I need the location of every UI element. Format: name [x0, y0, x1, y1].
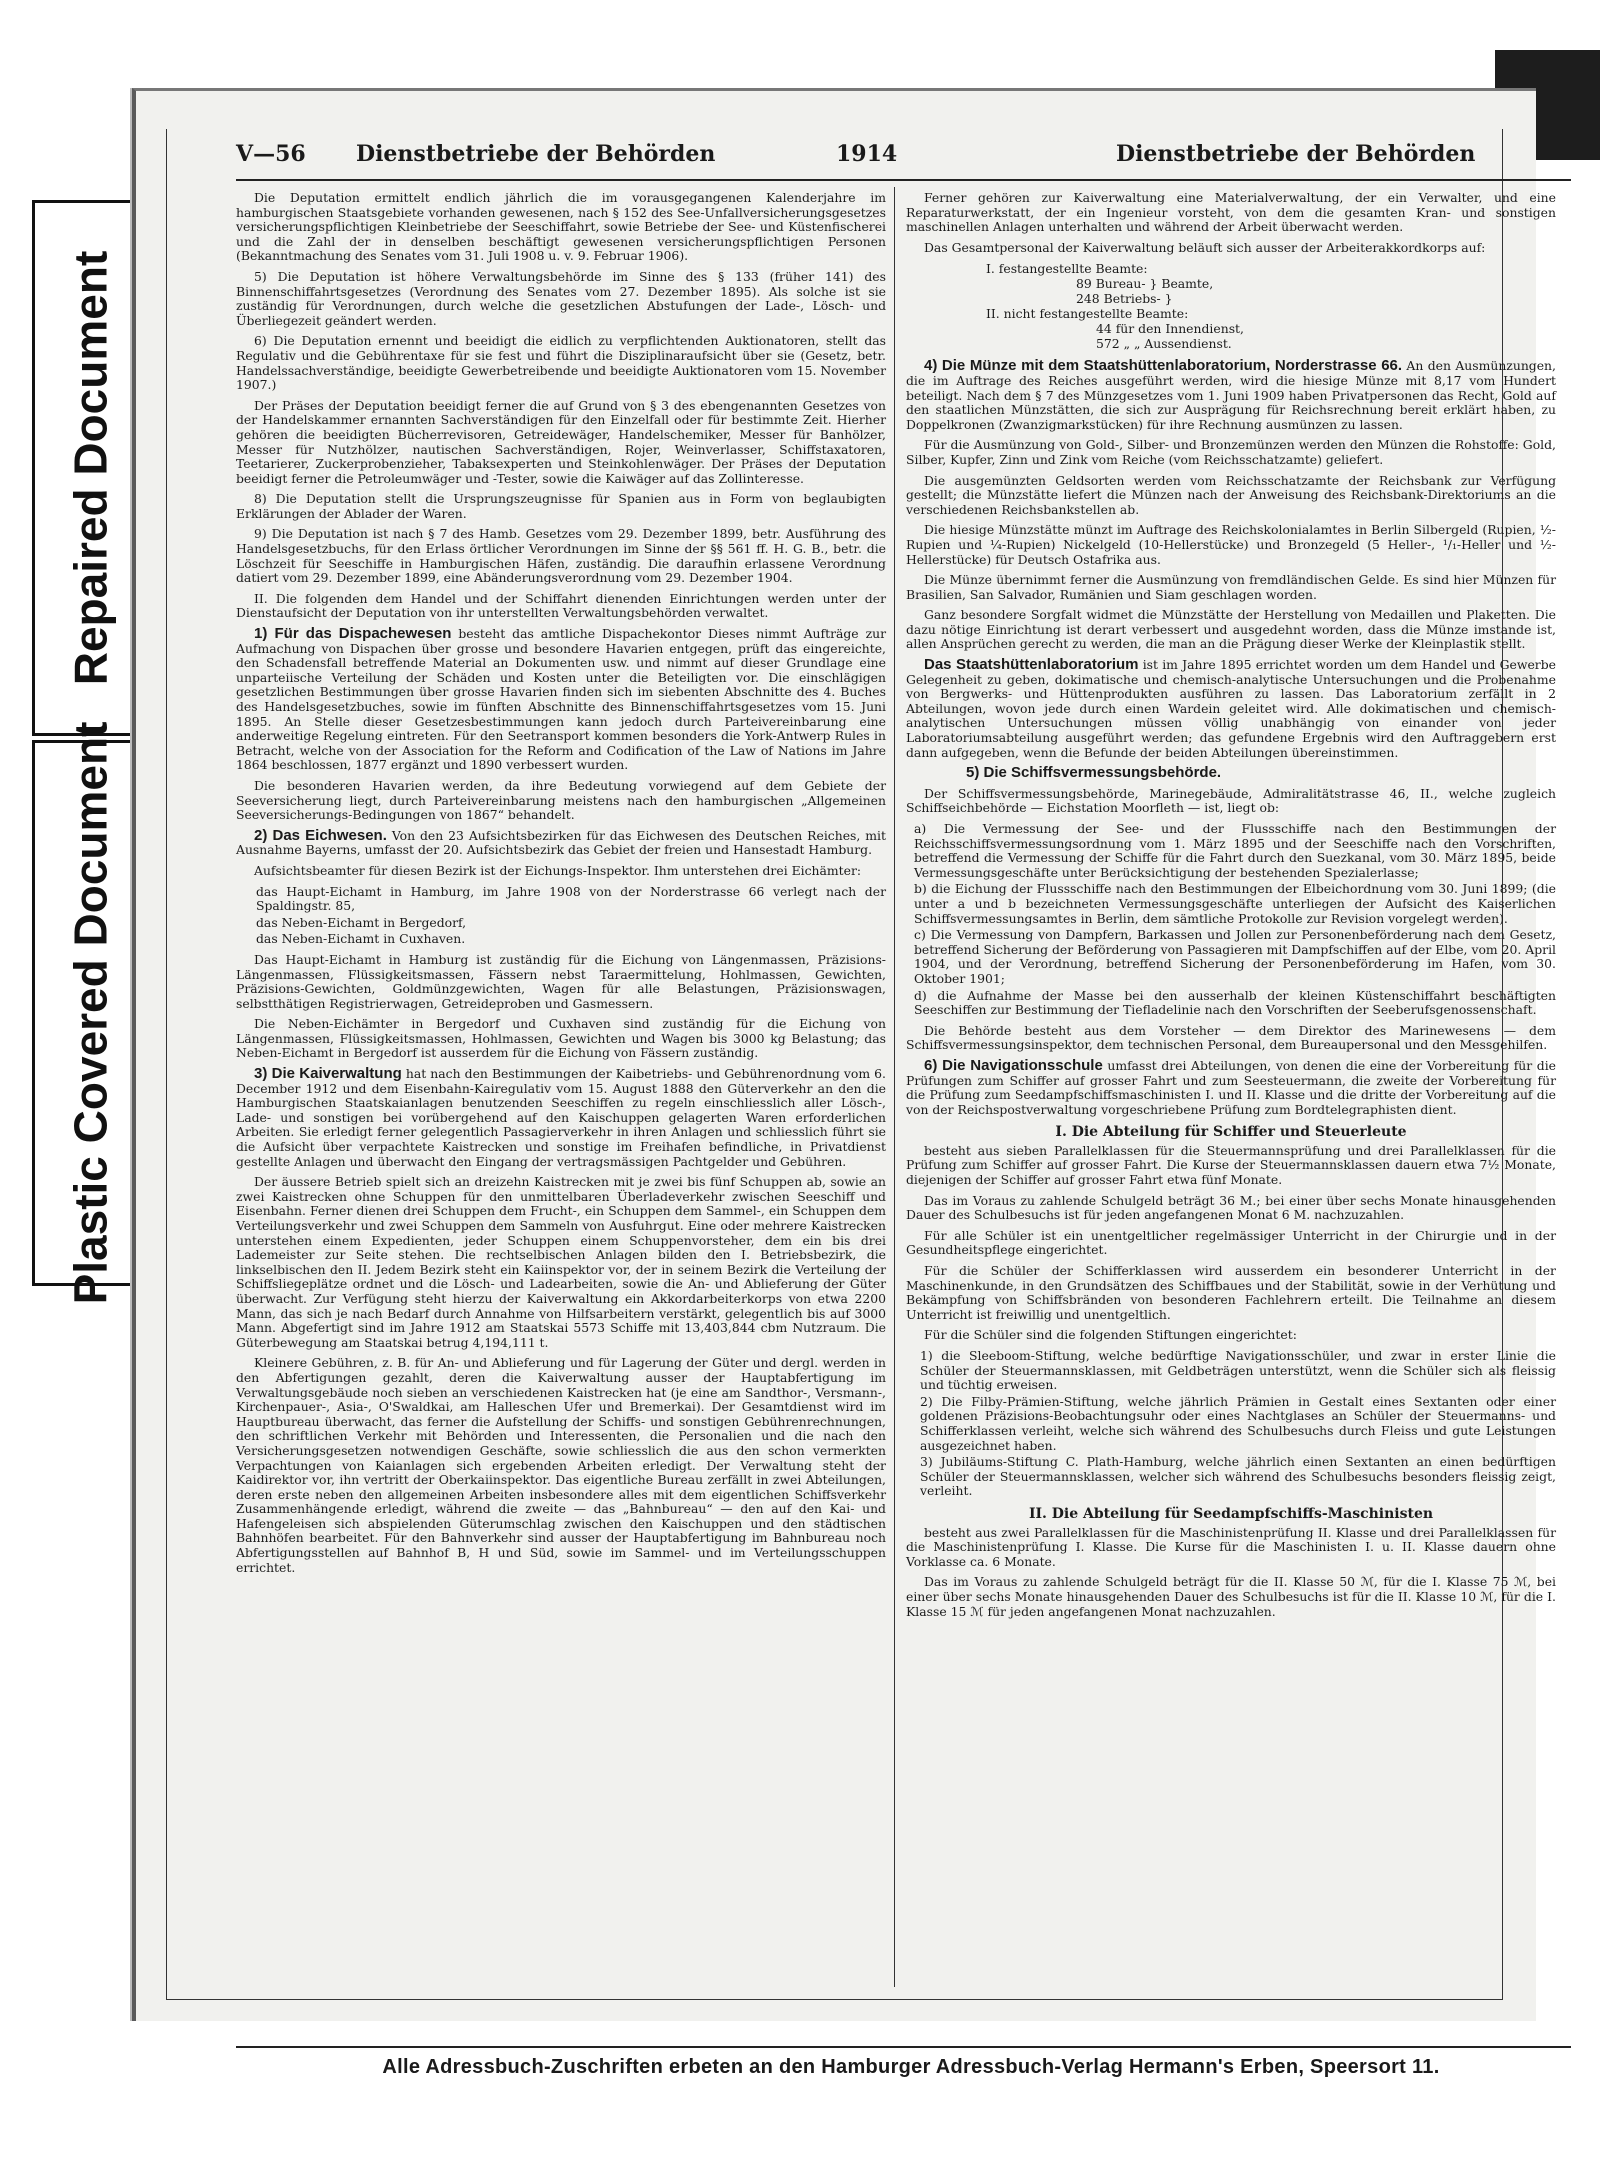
- paragraph: Für die Ausmünzung von Gold-, Silber- und Bronzemünzen werden den Münzen die Rohstoffe: Gold, Silber, Kupfer, Zinn und Zink vom Reiche (vom Reichsschatzamte) geliefert.: [906, 437, 1556, 467]
- paragraph: 5) Die Deputation ist höhere Verwaltungsbehörde im Sinne des § 133 (früher 141) des Binnenschiffahrtsgesetzes (Verordnung des Senates vom 27. Dezember 1895). Als solche ist sie zuständig für Verordnungen, durch welche die gesetzlichen Abstufungen der Lade-, Lösch- und Überliegezeit geändert werden.: [236, 268, 886, 328]
- repaired-label-text: Repaired Document: [64, 250, 116, 686]
- paragraph: besteht aus sieben Parallelklassen für die Steuermannsprüfung und drei Parallelklassen für die Prüfung zum Schiffer auf grosser Fahrt. Die Kurse der Steuermannsklassen dauern etwa 7½ Monate, diejenigen der Schiffer auf grosser Fahrt etwa fünf Monate.: [906, 1142, 1556, 1188]
- subsection-heading: II. Die Abteilung für Seedampfschiffs-Maschinisten: [1028, 1505, 1434, 1522]
- paragraph: Das Gesamtpersonal der Kaiverwaltung beläuft sich ausser der Arbeiterakkordkorps auf:: [924, 239, 1486, 255]
- section-title: 5) Die Schiffsvermessungsbehörde.: [966, 764, 1222, 782]
- paragraph: Aufsichtsbeamter für diesen Bezirk ist der Eichungs-Inspektor. Ihm unterstehen drei Eichämter:: [254, 862, 862, 878]
- list-item: c) Die Vermessung von Dampfern, Barkassen und Jollen zur Personenbeförderung nach dem Gesetz, betreffend Sicherung der Beförderung von Passagieren mit Dampfschiffen auf der Elbe, vom 20. April 1904, und der Verordnung, betreffend Sicherung der Personenbeförderung im Hafen, vom 30. Oktober 1901;: [914, 927, 1556, 986]
- list-item: das Haupt-Eichamt in Hamburg, im Jahre 1908 von der Norderstrasse 66 verlegt nach der Spaldingstr. 85,: [256, 883, 886, 914]
- paragraph: Die Behörde besteht aus dem Vorsteher — dem Direktor des Marinewesens — dem Schiffsvermessungsinspektor, dem technischen Personal, dem Bureaupersonal und den Messgehilfen.: [906, 1022, 1556, 1053]
- paragraph: Der äussere Betrieb spielt sich an dreizehn Kaistrecken mit je zwei bis fünf Schuppen ab, sowie an zwei Kaistrecken ohne Schuppen für den unmittelbaren Überladeverkehr zwischen Seeschiff und Eisenbahn. Ferner dienen drei Schuppen dem Frucht-, ein Schuppen dem Sammel-, ein Schuppen dem Verteilungsverkehr und zwei Schuppen dem Sammeln von Ausfuhrgut. Eine oder mehrere Kaistrecken unterstehen einem Expedienten, jeder Schuppen einem Schuppenvorsteher, dem ein bis drei Lademeister zur Seite stehen. Die rechtselbischen Anlagen bilden den I. Betriebsbezirk, die linkselbischen den II. Jedem Bezirk steht ein Kaiinspektor vor, der in seinem Bezirk die Verteilung der Schiffsliegeplätze ordnet und die Lösch- und Ladearbeiten, sowie die An- und Ablieferung der Güter überwacht. Zur Verfügung steht hierzu der Kaiverwaltung ein Akkordarbeiterkorps von etwa 2200 Mann, das sich je nach Bedarf durch Annahme von Hilfsarbeitern verstärkt, gelegentlich bis auf 3000 Mann. Abgefertigt sind im Jahre 1912 am Staatskai 5573 Schiffe mit 13,403,844 cbm Nutzraum. Die Güterbewegung am Staatskai betrug 4,194,111 t.: [236, 1174, 886, 1350]
- plastic-covered-label: [32, 721, 148, 1305]
- section-title: 1) Für das Dispachewesen: [254, 625, 452, 643]
- section-dispachewesen: [236, 627, 886, 773]
- paragraph: Das Haupt-Eichamt in Hamburg ist zuständig für die Eichung von Längenmassen, Präzisions-Längenmassen, Flüssigkeitsmassen, Fässern nebst Taraermittelung, Hohlmassen, Gewichten, Präzisions-Gewichten, Goldmünzgewichten, Wagen für alle Belastungen, Präzisionswagen, selbstthätigen Registrierwagen, Getreideproben und Gasmessern.: [236, 951, 886, 1011]
- paragraph: 9) Die Deputation ist nach § 7 des Hamb. Gesetzes vom 29. Dezember 1899, betr. Ausführung des Handelsgesetzbuchs, für den Erlass örtlicher Verordnungen im Sinne der §§ 561 ff. H. G. B., betr. die Löschzeit für Seeschiffe in Hamburgischen Häfen, zuständig. Die daraufhin erlassene Verordnung datiert vom 29. Dezember 1899, eine Abänderungsverordnung vom 29. Dezember 1904.: [236, 526, 886, 586]
- left-column: [236, 191, 886, 1581]
- paragraph: 8) Die Deputation stellt die Ursprungszeugnisse für Spanien aus in Form von beglaubigten Erklärungen der Ablader der Waren.: [236, 491, 886, 521]
- list-item: 1) die Sleeboom-Stiftung, welche bedürftige Navigationsschüler, und zwar in erster Linie die Schüler der Steuermannsklassen, mit Geldbeträgen unterstützt, wenn die Schüler sich als fleissig und tüchtig erweisen.: [920, 1348, 1556, 1393]
- section-title: 2) Das Eichwesen.: [254, 826, 387, 844]
- list-item: das Neben-Eichamt in Cuxhaven.: [256, 931, 466, 947]
- paragraph: Das im Voraus zu zahlende Schulgeld beträgt 36 M.; bei einer über sechs Monate hinausgehenden Dauer des Schulbesuchs ist für jeden angefangenen Monat 6 M. nachzuzahlen.: [906, 1192, 1556, 1223]
- section-text: An den Ausmünzungen, die im Auftrage des Reiches ausgeführt werden, wird die hiesige Münze mit 8,17 vom Hundert beteiligt. Nach dem § 7 des Münzgesetzes vom 1. Juni 1909 haben Privatpersonen das Recht, Gold auf den staatlichen Münzstätten, die sich zur Ausprägung für Reichsrechnung bereit erklärt haben, zu Doppelkronen (Zwanzigmarkstücken) für ihre Rechnung ausmünzen zu lassen.: [906, 358, 1556, 432]
- paragraph: besteht aus zwei Parallelklassen für die Maschinistenprüfung II. Klasse und drei Parallelklassen für die Maschinistenprüfung I. Klasse. Die Kurse für die Maschinisten I. u. II. Klasse dauern ohne Vorklasse ca. 6 Monate.: [906, 1524, 1556, 1569]
- section-heading: [906, 766, 1556, 781]
- section-title: 3) Die Kaiverwaltung: [254, 1065, 402, 1083]
- section-text: umfasst drei Abteilungen, von denen die eine der Vorbereitung für die Prüfungen zum Schiffer auf grosser Fahrt und zum Seesteuermann, die zweite der Vorbereitung für die Prüfung zum Seedampfschiffsmaschinisten I. und II. Klasse und die dritte der Vorbereitung auf die von der Reichspostverwaltung vorgeschriebene Prüfung zum Bordtelegraphisten dient.: [906, 1057, 1556, 1117]
- eichamt-list: [256, 885, 886, 947]
- page-footer: Alle Adressbuch-Zuschriften erbeten an den Hamburger Adressbuch-Verlag Hermann's Erben, Speersort 11.: [382, 2056, 1440, 2078]
- header-left-title: Dienstbetriebe der Behörden: [356, 141, 716, 167]
- section-text: Von den 23 Aufsichtsbezirken für das Eichwesen des Deutschen Reiches, mit Ausnahme Bayerns, umfasst der 20. Aufsichtsbezirk das Gebiet der freien und Hansestadt Hamburg.: [236, 827, 886, 858]
- staff-line: 572 „ „ Aussendienst.: [1096, 336, 1232, 352]
- paragraph: Die Deputation ermittelt endlich jährlich die im vorausgegangenen Kalenderjahre im hamburgischen Staatsgebiete vorhanden gewesenen, nach § 152 des See-Unfallversicherungsgesetzes versicherungspflichtigen Kleinbetriebe der Seeschiffahrt, sowie Betriebe der See- und Küstenfischerei und die Zahl der in denselben beschäftigt gewesenen versicherungspflichtigen Personen (Bekanntmachung des Senates vom 31. Juli 1908 u. v. 9. Februar 1906).: [236, 190, 886, 264]
- list-item: 3) Jubiläums-Stiftung C. Plath-Hamburg, welche jährlich einen Sextanten an einen bedürftigen Schüler der Steuermannsklassen, welcher sich während des Schulbesuchs besonders fleissig zeigt, verleiht.: [920, 1454, 1556, 1499]
- paragraph: 6) Die Deputation ernennt und beeidigt die eidlich zu verpflichtenden Auktionatoren, stellt das Regulativ und die Gebührentaxe für sie fest und führt die Disziplinaraufsicht über sie (Gesetz, betr. Handelssachverständige, beeidigte Gewerbetreibende und beeidigte Auktionatoren vom 15. November 1907.): [236, 333, 886, 393]
- column-divider: [894, 187, 895, 1987]
- section-navigationsschule: [906, 1056, 1556, 1117]
- section-text: ist im Jahre 1895 errichtet worden um dem Handel und Gewerbe Gelegenheit zu geben, dokimatische und chemisch-analytische Untersuchungen und die Probenahme von Bergwerks- und Hüttenprodukten ausführen zu lassen. Das Laboratorium zerfällt in 2 Abteilungen, wovon jede durch einen Wardein geleitet wird. Alle dokimatischen und chemisch-analytischen Untersuchungen müssen völlig unabhängig von einander von jeder Laboratoriumsabteilung ausgeführt werden; das gefundene Ergebnis wird den Auftraggebern erst dann aufgegeben, wenn die Befunde der beiden Abteilungen übereinstimmen.: [906, 657, 1556, 760]
- paragraph: Die ausgemünzten Geldsorten werden vom Reichsschatzamte der Reichsbank zur Verfügung gestellt; die Münzstätte liefert die Münzen nach der Anweisung des Reichsbank-Direktoriums an die verschiedenen Reichsbankstellen ab.: [906, 472, 1556, 517]
- staff-line: II. nicht festangestellte Beamte:: [986, 306, 1189, 322]
- header-rule: [236, 179, 1571, 181]
- repaired-document-label: [32, 200, 148, 736]
- section-text: hat nach den Bestimmungen der Kaibetriebs- und Gebührenordnung vom 6. December 1912 und dem Eisenbahn-Kairegulativ vom 15. August 1888 den Güterverkehr an den die Hamburgischen Staatskaianlagen benutzenden Seeschiffen zu regeln einschliesslich aller Lösch-, Lade- und sonstigen bei vorübergehend auf den Kaischuppen gelagerten Waren erforderlichen Arbeiten. Sie erledigt ferner gelegentlich Passagierverkehr in ihren Anlagen und schliesslich führt sie die Aufsicht über verpachtete Kaistrecken und sonstige im Freihafen befindliche, in Privatdienst gestellte Anlagen und überwacht den Eingang der vertragsmässigen Pachtgelder und Gebühren.: [236, 1066, 886, 1169]
- header-right-title: Dienstbetriebe der Behörden: [1116, 141, 1476, 167]
- page-number: V—56: [236, 141, 306, 167]
- paragraph: Für die Schüler der Schifferklassen wird ausserdem ein besonderer Unterricht in der Maschinenkunde, in den Grundsätzen des Schiffbaues und der Stabilität, sowie in der Verhütung und Bekämpfung von Schiffsbränden von besonderen Fachlehrern erteilt. Die Teilnahme an diesem Unterricht ist freiwillig und unentgeltlich.: [906, 1263, 1556, 1322]
- paragraph: Für die Schüler sind die folgenden Stiftungen eingerichtet:: [924, 1327, 1297, 1343]
- stiftungen-list: [920, 1349, 1556, 1499]
- section-text: besteht das amtliche Dispachekontor Dieses nimmt Aufträge zur Aufmachung von Dispachen über grosse und besondere Havarien entgegen, prüft das eingereichte, den Schadensfall betreffende Material an Dokumenten usw. und nimmt auf dieser Grundlage eine unparteiische Verteilung der Schäden und Kosten unter die Beteiligten vor. Die einschlägigen gesetzlichen Bestimmungen über grosse Havarien finden sich im siebenten Abschnitte des 4. Buches des Handelsgesetzbuches, sowie im fünften Abschnitte des Binnenschiffahrtsgesetzes vom 15. Juni 1895. An Stelle dieser Gesetzesbestimmungen kann jedoch durch Parteivereinbarung eine anderweitige Regelung eintreten. Für den Seetransport kommen besonders die York-Antwerp Rules in Betracht, welche von der Association for the Reform and Codification of the Law of Nations im Jahre 1864 beschlossen, 1877 ergänzt und 1890 verbessert wurden.: [236, 626, 886, 773]
- section-laboratorium: [906, 658, 1556, 760]
- list-item: 2) Die Filby-Prämien-Stiftung, welche jährlich Prämien in Gestalt eines Sextanten oder einer goldenen Präzisions-Beobachtungsuhr oder eines Nachtglases an Schüler der Steuermanns- und Schifferklassen verleiht, welche sich während des Schulbesuchs durch Fleiss und gute Leistungen ausgezeichnet haben.: [920, 1393, 1556, 1453]
- list-item: d) die Aufnahme der Masse bei den ausserhalb der kleinen Küstenschiffahrt beschäftigten Seeschiffen zur Bestimmung der Tiefladelinie nach den Vorschriften der Seeberufsgenossenschaft.: [914, 987, 1556, 1018]
- section-kaiverwaltung: [236, 1067, 886, 1169]
- section-title: Das Staatshüttenlaboratorium: [924, 656, 1139, 674]
- staff-line: 44 für den Innendienst,: [1096, 321, 1244, 337]
- paragraph: Die besonderen Havarien werden, da ihre Bedeutung vorwiegend auf dem Gebiete der Seeversicherung liegt, durch Parteivereinbarung meistens nach den hamburgischen „Allgemeinen Seeversicherungs-Bedingungen von 1867“ behandelt.: [236, 777, 886, 823]
- paragraph: Ganz besondere Sorgfalt widmet die Münzstätte der Herstellung von Medaillen und Plaketten. Die dazu nötige Einrichtung ist derart verbessert und ausgedehnt worden, dass die Münze imstande ist, allen Ansprüchen gerecht zu werden, die man an die Prägung dieser Werke der Kleinplastik stellt.: [906, 607, 1556, 652]
- paragraph: Das im Voraus zu zahlende Schulgeld beträgt für die II. Klasse 50 ℳ, für die I. Klasse 75 ℳ, bei einer über sechs Monate hinausgehenden Dauer des Schulbesuchs ist für die II. Klasse 10 ℳ, für die I. Klasse 15 ℳ für jeden angefangenen Monat nachzuzahlen.: [906, 1574, 1556, 1619]
- section-title: 4) Die Münze mit dem Staatshüttenlaboratorium, Norderstrasse 66.: [924, 357, 1403, 375]
- subsection-heading: I. Die Abteilung für Schiffer und Steuerleute: [1055, 1124, 1407, 1141]
- page-header: [236, 141, 1571, 181]
- paragraph: Der Präses der Deputation beeidigt ferner die auf Grund von § 3 des ebengenannten Gesetzes von der Handelskammer ernannten Sachverständigen für den Einzelfall oder für bestimmte Zeit. Hierher gehören die beeidigten Bücherrevisoren, Getreidewäger, Handelschemiker, Messer für Banhölzer, Messer für Nutzhölzer, nautischen Sachverständigen, Rojer, Weinverlasser, Schiffstaxatoren, Teetarierer, Zuckerprobenzieher, Tabaksexperten und Steinkohlenwäger. Der Präses der Deputation beeidigt ferner die Petroleumwäger und -Tester, sowie die Kaiwäger auf das Zollinteresse.: [236, 397, 886, 486]
- footer-rule: [236, 2046, 1571, 2048]
- right-column: [906, 191, 1556, 1625]
- staff-list: [986, 261, 1556, 351]
- paragraph: Für alle Schüler ist ein unentgeltlicher regelmässiger Unterricht in der Chirurgie und in der Gesundheitspflege eingerichtet.: [906, 1227, 1556, 1258]
- paragraph: Die Münze übernimmt ferner die Ausmünzung von fremdländischen Gelde. Es sind hier Münzen für Brasilien, San Salvador, Rumänien und Siam geschlagen worden.: [906, 572, 1556, 602]
- paragraph: Die hiesige Münzstätte münzt im Auftrage des Reichskolonialamtes in Berlin Silbergeld (Rupien, ½-Rupien und ¼-Rupien) Nickelgeld (10-Hellerstücke) und Bronzegeld (5 Heller-, ¹/₁-Heller und ½-Hellerstücke) für Deutsch Ostafrika aus.: [906, 522, 1556, 567]
- section-title: 6) Die Navigationsschule: [924, 1056, 1103, 1074]
- section-eichwesen: [236, 826, 886, 858]
- paragraph: Kleinere Gebühren, z. B. für An- und Ablieferung und für Lagerung der Güter und dergl. werden in den Abfertigungen gezahlt, deren die Kaiverwaltung ausser der Hauptabfertigung im Verwaltungsgebäude noch sieben an verschiedenen Kaistrecken hat (je eine am Sandthor-, Versmann-, Kirchenpauer-, Asia-, O'Swaldkai, am Halleschen Ufer und Bremerkai). Der Gesamtdienst wird im Hauptbureau überwacht, das ferner die Aufstellung der Schiffs- und sonstigen Gebührenrechnungen, den schriftlichen Verkehr mit Behörden und Interessenten, die Personalien und die nach den Versicherungsgesetzen notwendigen Geschäfte, sowie schliesslich die aus den schon vermerkten Verpachtungen von Kaianlagen sich ergebenden Arbeiten erledigt. Der Verwaltung steht der Kaidirektor vor, ihn vertritt der Oberkaiinspektor. Das eigentliche Bureau zerfällt in zwei Abteilungen, deren erste neben den allgemeinen Arbeiten insbesondere alles mit dem eigentlichen Schiffsverkehr Zusammenhängende erledigt, während die zweite — das „Bahnbureau“ — den auf den Kai- und Hafengeleisen sich abspielenden Güterumschlag zwischen den Kaischuppen und den städtischen Bahnhöfen bearbeitet. Für den Bahnverkehr sind ausser der Hauptabfertigung im Bahnbureau noch Abfertigungsstellen auf Bahnhof B, H und Süd, sowie im Sammel- und im Verteilungsschuppen errichtet.: [236, 1355, 886, 1575]
- header-year: 1914: [836, 141, 898, 167]
- plastic-label-text: Plastic Covered Document: [64, 721, 116, 1305]
- paragraph: Der Schiffsvermessungsbehörde, Marinegebäude, Admiralitätstrasse 46, II., welche zugleich Schiffseichbehörde — Eichstation Moorfleth — ist, liegt ob:: [906, 785, 1556, 816]
- staff-line: 89 Bureau- } Beamte,: [1076, 276, 1214, 292]
- paragraph: Ferner gehören zur Kaiverwaltung eine Materialverwaltung, der ein Verwalter, und eine Reparaturwerkstatt, der ein Ingenieur vorsteht, von dem die gesamten Kran- und sonstigen maschinellen Anlagen unterhalten und während der Arbeit überwacht werden.: [906, 190, 1556, 235]
- staff-line: 248 Betriebs- }: [1076, 291, 1173, 307]
- list-item: das Neben-Eichamt in Bergedorf,: [256, 914, 467, 930]
- list-item: b) die Eichung der Flussschiffe nach den Bestimmungen der Elbeichordnung vom 30. Juni 1899; (die unter a und b bezeichneten Vermessungsgeschäfte unterliegen der Aufsicht des Kaiserlichen Schiffsvermessungsamtes in Berlin, dem sämtliche Protokolle zur Revision vorgelegt werden).: [914, 881, 1556, 926]
- staff-line: I. festangestellte Beamte:: [986, 261, 1148, 277]
- paragraph: Die Neben-Eichämter in Bergedorf und Cuxhaven sind zuständig für die Eichung von Längenmassen, Flüssigkeitsmassen, Hohlmassen, Gewichten und Wagen bis 3000 kg Belastung; das Neben-Eichamt in Bergedorf ist ausserdem für die Eichung von Fässern zuständig.: [236, 1016, 886, 1061]
- paragraph: II. Die folgenden dem Handel und der Schiffahrt dienenden Einrichtungen werden unter der Dienstaufsicht der Deputation von ihr unterstellten Verwaltungsbehörden verwaltet.: [236, 590, 886, 621]
- list-item: a) Die Vermessung der See- und der Flussschiffe nach den Bestimmungen der Reichsschiffsvermessungsordnung vom 1. März 1895 und der Seeschiffe nach den Vorschriften, betreffend die Vermessung der Schiffe für die Fahrt durch den Suezkanal, vom 30. März 1895, beide Vermessungsgeschäfte unter Berücksichtigung der bestehenden Spezialerlasse;: [914, 821, 1556, 880]
- scanned-page: [132, 88, 1556, 2078]
- section-muenze: [906, 359, 1556, 432]
- vermessung-list: [914, 822, 1556, 1018]
